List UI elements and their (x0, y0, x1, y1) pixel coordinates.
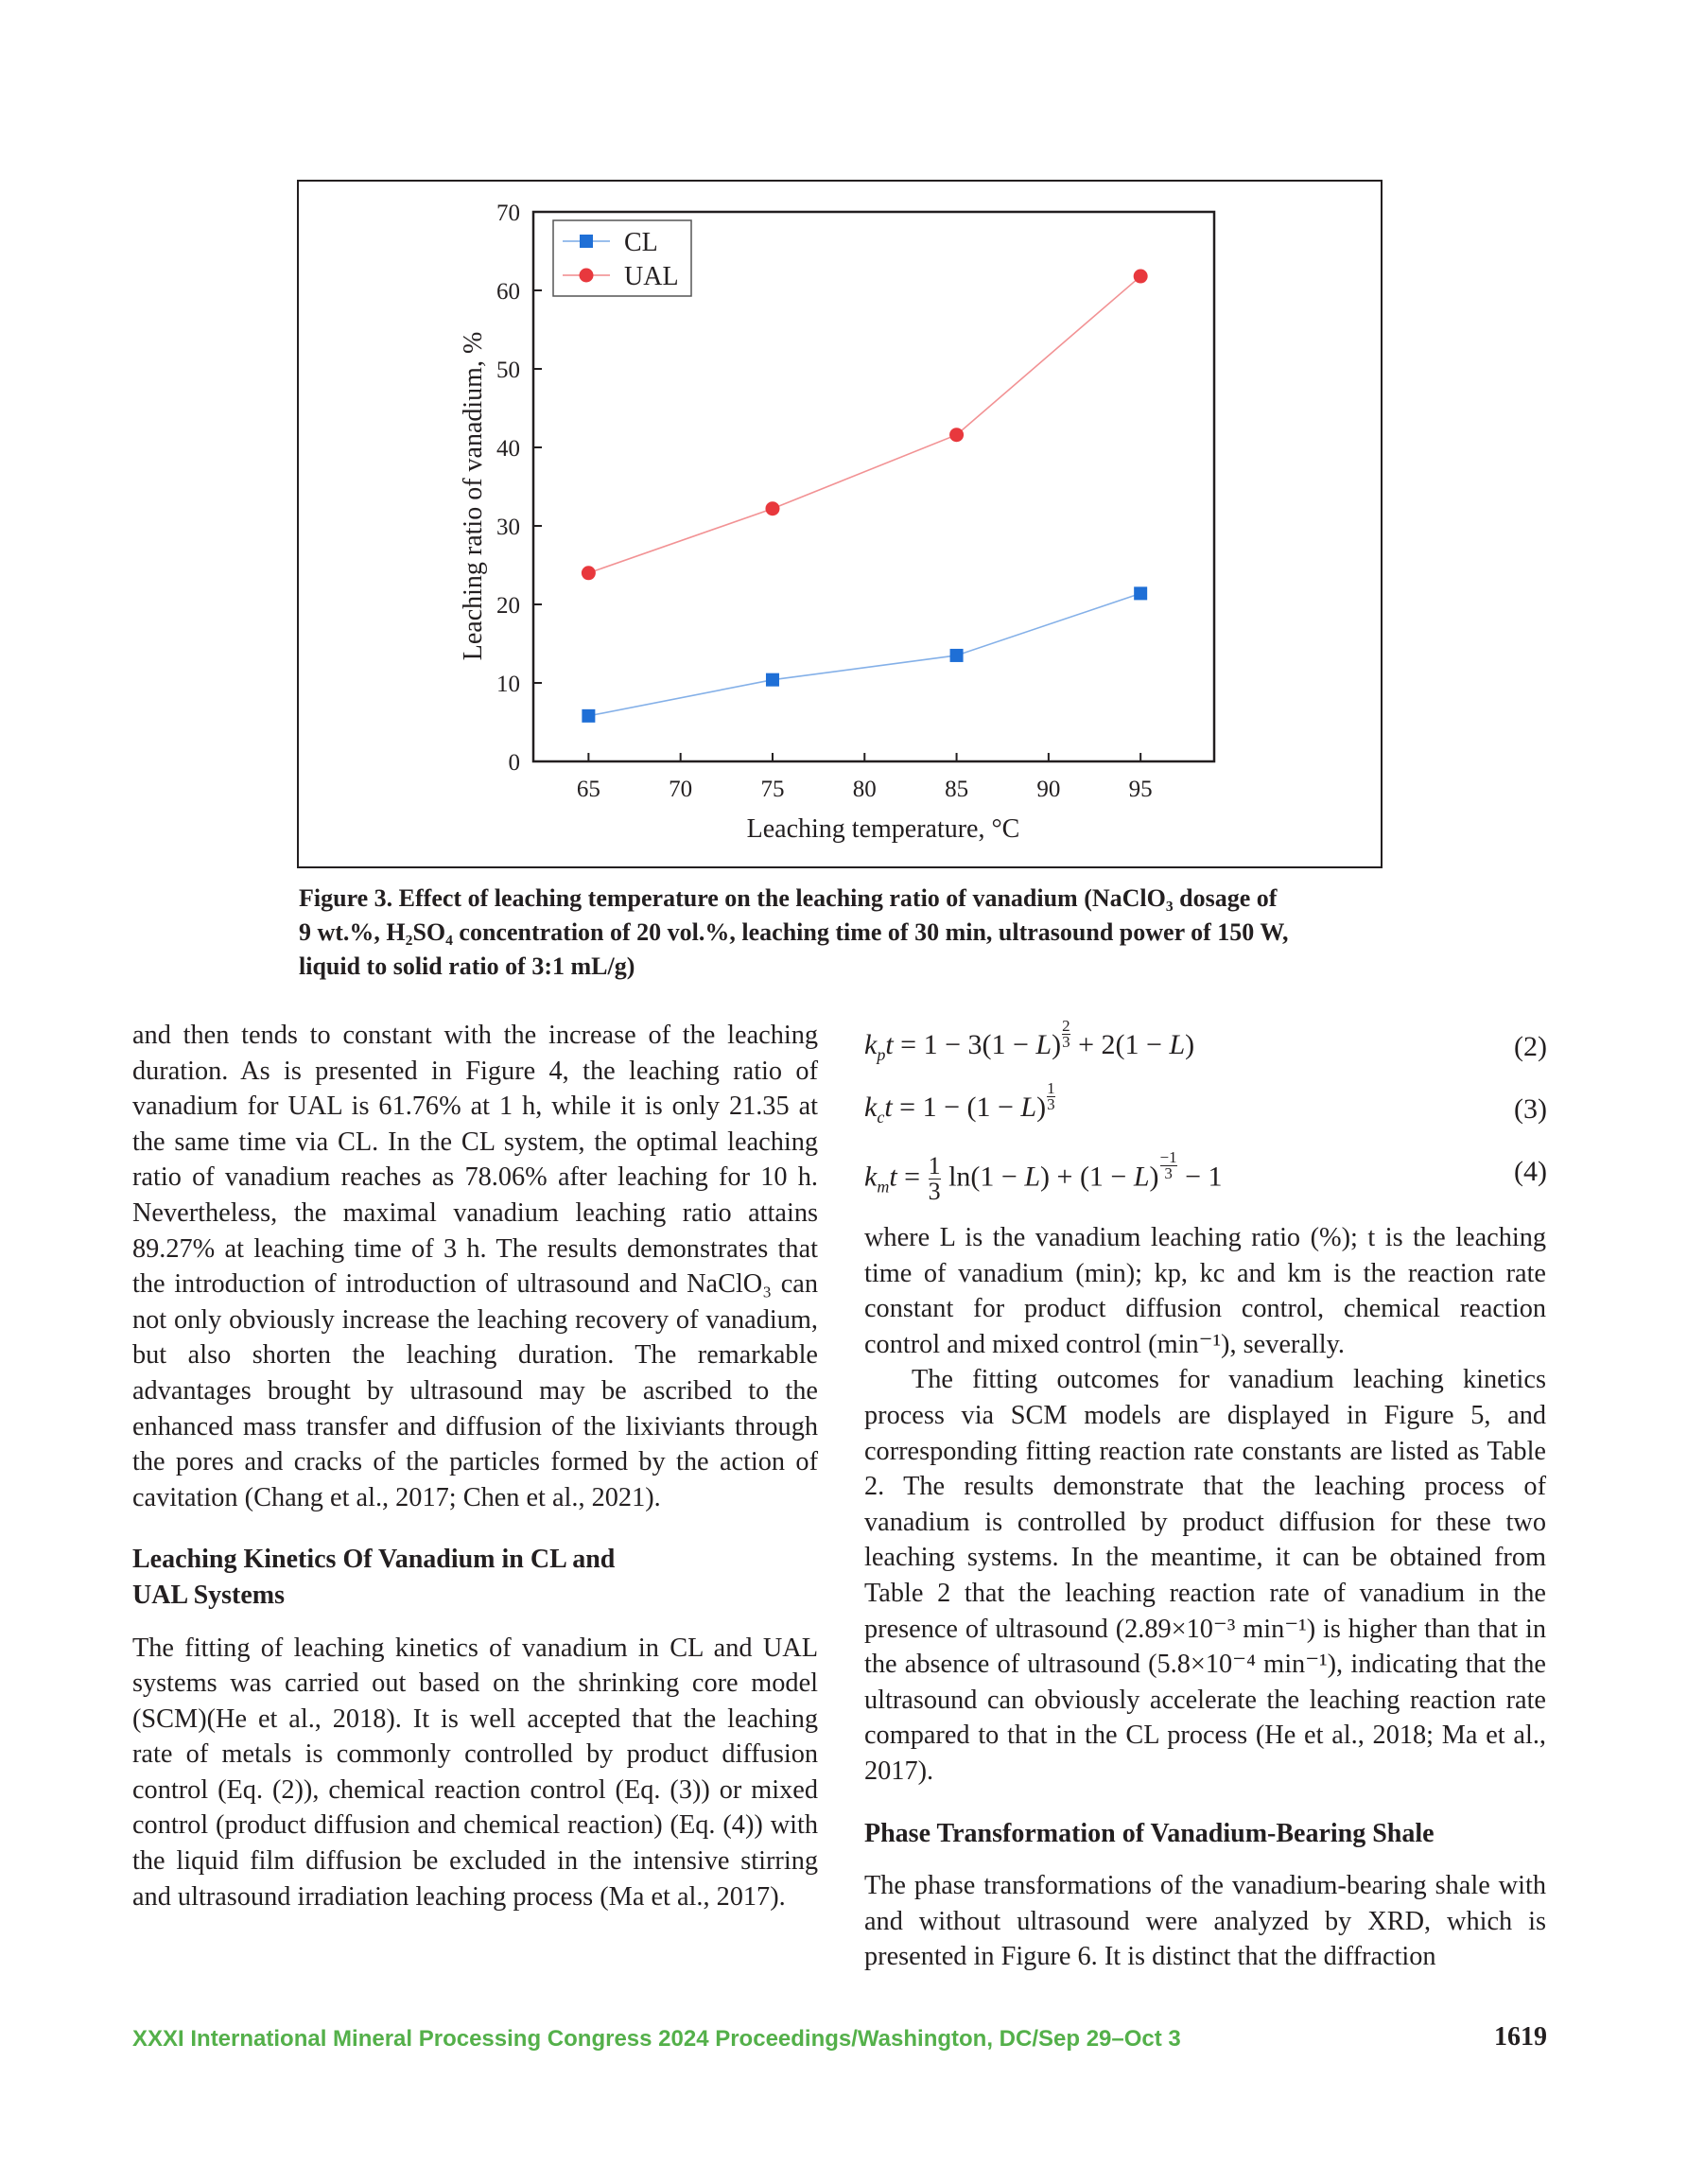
x-tick-label: 80 (852, 777, 877, 802)
legend-marker-cl (580, 235, 593, 248)
equation-2: $k_pt = 1 - 3(1 - L)$ $\frac{2}{3}$ + 2(1 − L) (2) (864, 1016, 1547, 1064)
footer-proceedings: XXXI International Mineral Processing Congress 2024 Proceedings/Washington, DC/Sep 29–Oct 3 (132, 2026, 1181, 2052)
y-tick-label: 70 (496, 201, 520, 226)
legend-marker-ual (580, 269, 594, 283)
data-point-ual (949, 428, 964, 442)
y-axis-label: Leaching ratio of vanadium, % (459, 331, 488, 661)
left-column (132, 1018, 818, 1914)
caption-line: 9 wt.%, H₂SO₄ concentration of 20 vol.%, leaching time of 30 min, ultrasound power of 150 W, (299, 918, 1289, 946)
equation-4: $k_mt$ = $\frac{1}{3}$ ln(1 − L) + (1 − L) $\frac{-1}{3}$ − 1 (4) (864, 1148, 1547, 1205)
x-tick-label: 65 (576, 777, 600, 802)
y-tick-label: 40 (496, 436, 520, 462)
page-number: 1619 (1494, 2022, 1547, 2052)
equation-number: (4) (1514, 1156, 1547, 1187)
y-tick-label: 30 (496, 515, 520, 540)
y-tick-label: 20 (496, 593, 520, 619)
legend-label-cl: CL (624, 228, 658, 257)
paragraph: where L is the vanadium leaching ratio (%); t is the leaching time of vanadium (min); kp, kc and km is the reaction rate constant for product diffusion control, chemical reaction control and mixed control (min⁻¹), severally. (864, 1223, 1546, 1359)
right-column (864, 1220, 1546, 1975)
x-tick-label: 75 (760, 777, 785, 802)
equation-number: (3) (1514, 1093, 1547, 1125)
caption-line: liquid to solid ratio of 3:1 mL/g) (299, 952, 635, 980)
chart (0, 0, 1687, 908)
caption-line: Figure 3. Effect of leaching temperature on the leaching ratio of vanadium (NaClO₃ dosage of (299, 884, 1278, 912)
series-line-ual (588, 276, 1140, 573)
paragraph: The phase transformations of the vanadium-bearing shale with and without ultrasound were analyzed by XRD, which is presented in Figure 6. It is distinct that the diffraction (864, 1871, 1546, 1972)
series-line-cl (588, 593, 1140, 715)
y-tick-label: 0 (508, 750, 520, 776)
y-tick-label: 50 (496, 358, 520, 383)
data-point-cl (950, 649, 964, 662)
legend-label-ual: UAL (624, 262, 679, 291)
paragraph: and then tends to constant with the increase of the leaching duration. As is presented in Figure 4, the leaching ratio of vanadium for UAL is 61.76% at 1 h, while it is only 21.35 at the same time via CL. In the CL system, the optimal leaching ratio of vanadium reaches as 78.06% after leaching for 10 h. Nevertheless, the maximal vanadium leaching ratio attains 89.27% at leaching time of 3 h. The results demonstrates that the introduction of introduction of ultrasound and NaClO₃ can not only obviously increase the leaching recovery of vanadium, but also shorten the leaching duration. The remarkable advantages brought by ultrasound may be ascribed to the enhanced mass transfer and diffusion of the lixiviants through the pores and cracks of the particles formed by the action of cavitation (Chang et al., 2017; Chen et al., 2021). (132, 1021, 818, 1512)
equation-number: (2) (1514, 1031, 1547, 1062)
x-tick-label: 85 (945, 777, 969, 802)
heading-line: UAL Systems (132, 1580, 286, 1610)
y-tick-label: 60 (496, 279, 520, 305)
x-tick-label: 70 (669, 777, 693, 802)
section-heading: Phase Transformation of Vanadium-Bearing Shale (864, 1818, 1435, 1848)
section-heading (132, 1542, 818, 1613)
equation-3: $k_ct = 1 - (1 - L)$ $\frac{1}{3}$ (3) (864, 1078, 1547, 1127)
paragraph: The fitting outcomes for vanadium leaching kinetics process via SCM models are displayed in Figure 5, and corresponding fitting reaction rate constants are listed as Table 2. The results demonstrate that the leaching process of vanadium is controlled by product diffusion for these two leaching systems. In the meantime, it can be obtained from Table 2 that the leaching reaction rate of vanadium in the presence of ultrasound (2.89×10⁻³ min⁻¹) is higher than that in the absence of ultrasound (5.8×10⁻⁴ min⁻¹), indicating that the ultrasound can obviously accelerate the leaching reaction rate compared to that in the CL process (He et al., 2018; Ma et al., 2017). (864, 1365, 1546, 1786)
paragraph: The fitting of leaching kinetics of vanadium in CL and UAL systems was carried out based on the shrinking core model (SCM)(He et al., 2018). It is well accepted that the leaching rate of metals is commonly controlled by product diffusion control (Eq. (2)), chemical reaction control (Eq. (3)) or mixed control (product diffusion and chemical reaction) (Eq. (4)) with the liquid film diffusion be excluded in the intensive stirring and ultrasound irradiation leaching process (Ma et al., 2017). (132, 1633, 818, 1912)
x-tick-label: 95 (1128, 777, 1153, 802)
heading-line: Leaching Kinetics Of Vanadium in CL and (132, 1545, 616, 1575)
figure-caption (299, 882, 1415, 984)
data-point-cl (582, 709, 595, 723)
data-point-ual (765, 501, 779, 515)
x-axis-label: Leaching temperature, °C (746, 814, 1020, 844)
data-point-cl (1134, 586, 1147, 600)
x-tick-label: 90 (1036, 777, 1061, 802)
data-point-ual (582, 566, 596, 580)
data-point-ual (1134, 270, 1148, 284)
data-point-cl (766, 673, 779, 687)
y-tick-label: 10 (496, 672, 520, 697)
